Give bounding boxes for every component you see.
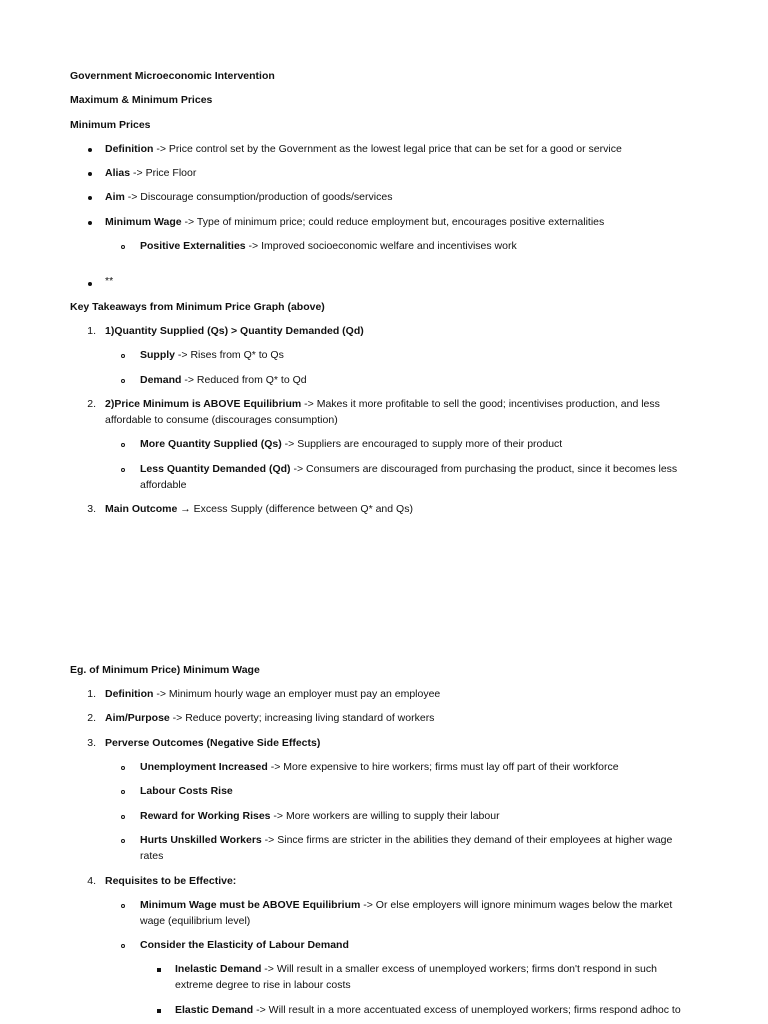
list-number: 2. (87, 712, 96, 724)
list-item: Positive Externalities -> Improved socioeconomic welfare and incentivises work (140, 240, 517, 252)
list-number: 3. (87, 503, 96, 515)
section-heading-key-takeaways: Key Takeaways from Minimum Price Graph (above) (70, 301, 325, 313)
list-number: 2. (87, 398, 96, 410)
bullet-circle-icon (121, 348, 125, 362)
list-item: Elastic Demand -> Will result in a more accentuated excess of unemployed workers; firms respond adhoc to (175, 1004, 681, 1016)
section-heading-example: Eg. of Minimum Price) Minimum Wage (70, 664, 260, 676)
list-item: Reward for Working Rises -> More workers are willing to supply their labour (140, 810, 500, 822)
list-item: Unemployment Increased -> More expensive to hire workers; firms must lay off part of their workforce (140, 761, 619, 773)
bullet-square-icon (157, 1003, 161, 1017)
list-item: ** (105, 275, 114, 287)
list-item: Alias -> Price Floor (105, 167, 197, 179)
list-item: Perverse Outcomes (Negative Side Effects) (105, 737, 321, 749)
bullet-circle-icon (121, 938, 125, 952)
list-item: Hurts Unskilled Workers -> Since firms are stricter in the abilities they demand of their employees at higher wage (140, 834, 673, 846)
bullet-dot-icon (88, 215, 92, 229)
list-item: Minimum Wage -> Type of minimum price; could reduce employment but, encourages positive externalities (105, 216, 605, 228)
bullet-circle-icon (121, 809, 125, 823)
list-item: Supply -> Rises from Q* to Qs (140, 349, 284, 361)
list-item-continuation: affordable to consume (discourages consumption) (105, 414, 338, 426)
list-item: Labour Costs Rise (140, 785, 233, 797)
bullet-circle-icon (121, 462, 125, 476)
list-item-continuation: extreme degree to rise in labour costs (175, 979, 351, 991)
list-number: 1. (87, 688, 96, 700)
bullet-circle-icon (121, 760, 125, 774)
list-item: Definition -> Minimum hourly wage an employer must pay an employee (105, 688, 441, 700)
list-item-continuation: rates (140, 850, 164, 862)
list-item: Less Quantity Demanded (Qd) -> Consumers are discouraged from purchasing the product, since it becomes less (140, 463, 678, 475)
list-item: Main Outcome → Excess Supply (difference between Q* and Qs) (105, 503, 413, 515)
list-item-continuation: affordable (140, 479, 187, 491)
bullet-circle-icon (121, 898, 125, 912)
bullet-square-icon (157, 962, 161, 976)
list-item: Aim/Purpose -> Reduce poverty; increasing living standard of workers (105, 712, 435, 724)
list-item: Requisites to be Effective: (105, 875, 237, 887)
list-number: 1. (87, 325, 96, 337)
list-item: Minimum Wage must be ABOVE Equilibrium -> Or else employers will ignore minimum wages below the market (140, 899, 673, 911)
doc-subtitle: Maximum & Minimum Prices (70, 94, 213, 106)
list-item: Demand -> Reduced from Q* to Qd (140, 374, 307, 386)
section-heading-min-prices: Minimum Prices (70, 119, 151, 131)
bullet-dot-icon (88, 166, 92, 180)
list-item: 2)Price Minimum is ABOVE Equilibrium -> Makes it more profitable to sell the good; incentivises production, and less (105, 398, 660, 410)
list-item: Aim -> Discourage consumption/production of goods/services (105, 191, 393, 203)
list-item: Definition -> Price control set by the Government as the lowest legal price that can be set for a good or service (105, 143, 622, 155)
list-item: Consider the Elasticity of Labour Demand (140, 939, 349, 951)
bullet-circle-icon (121, 784, 125, 798)
bullet-dot-icon (88, 276, 92, 290)
list-item-continuation: wage (equilibrium level) (140, 915, 251, 927)
list-item: 1)Quantity Supplied (Qs) > Quantity Demanded (Qd) (105, 325, 364, 337)
doc-title: Government Microeconomic Intervention (70, 70, 275, 82)
bullet-circle-icon (121, 373, 125, 387)
bullet-circle-icon (121, 239, 125, 253)
bullet-circle-icon (121, 437, 125, 451)
bullet-dot-icon (88, 190, 92, 204)
list-item: Inelastic Demand -> Will result in a smaller excess of unemployed workers; firms don't respond in such (175, 963, 657, 975)
bullet-circle-icon (121, 833, 125, 847)
bullet-dot-icon (88, 142, 92, 156)
list-number: 4. (87, 875, 96, 887)
list-item: More Quantity Supplied (Qs) -> Suppliers are encouraged to supply more of their product (140, 438, 563, 450)
list-number: 3. (87, 737, 96, 749)
